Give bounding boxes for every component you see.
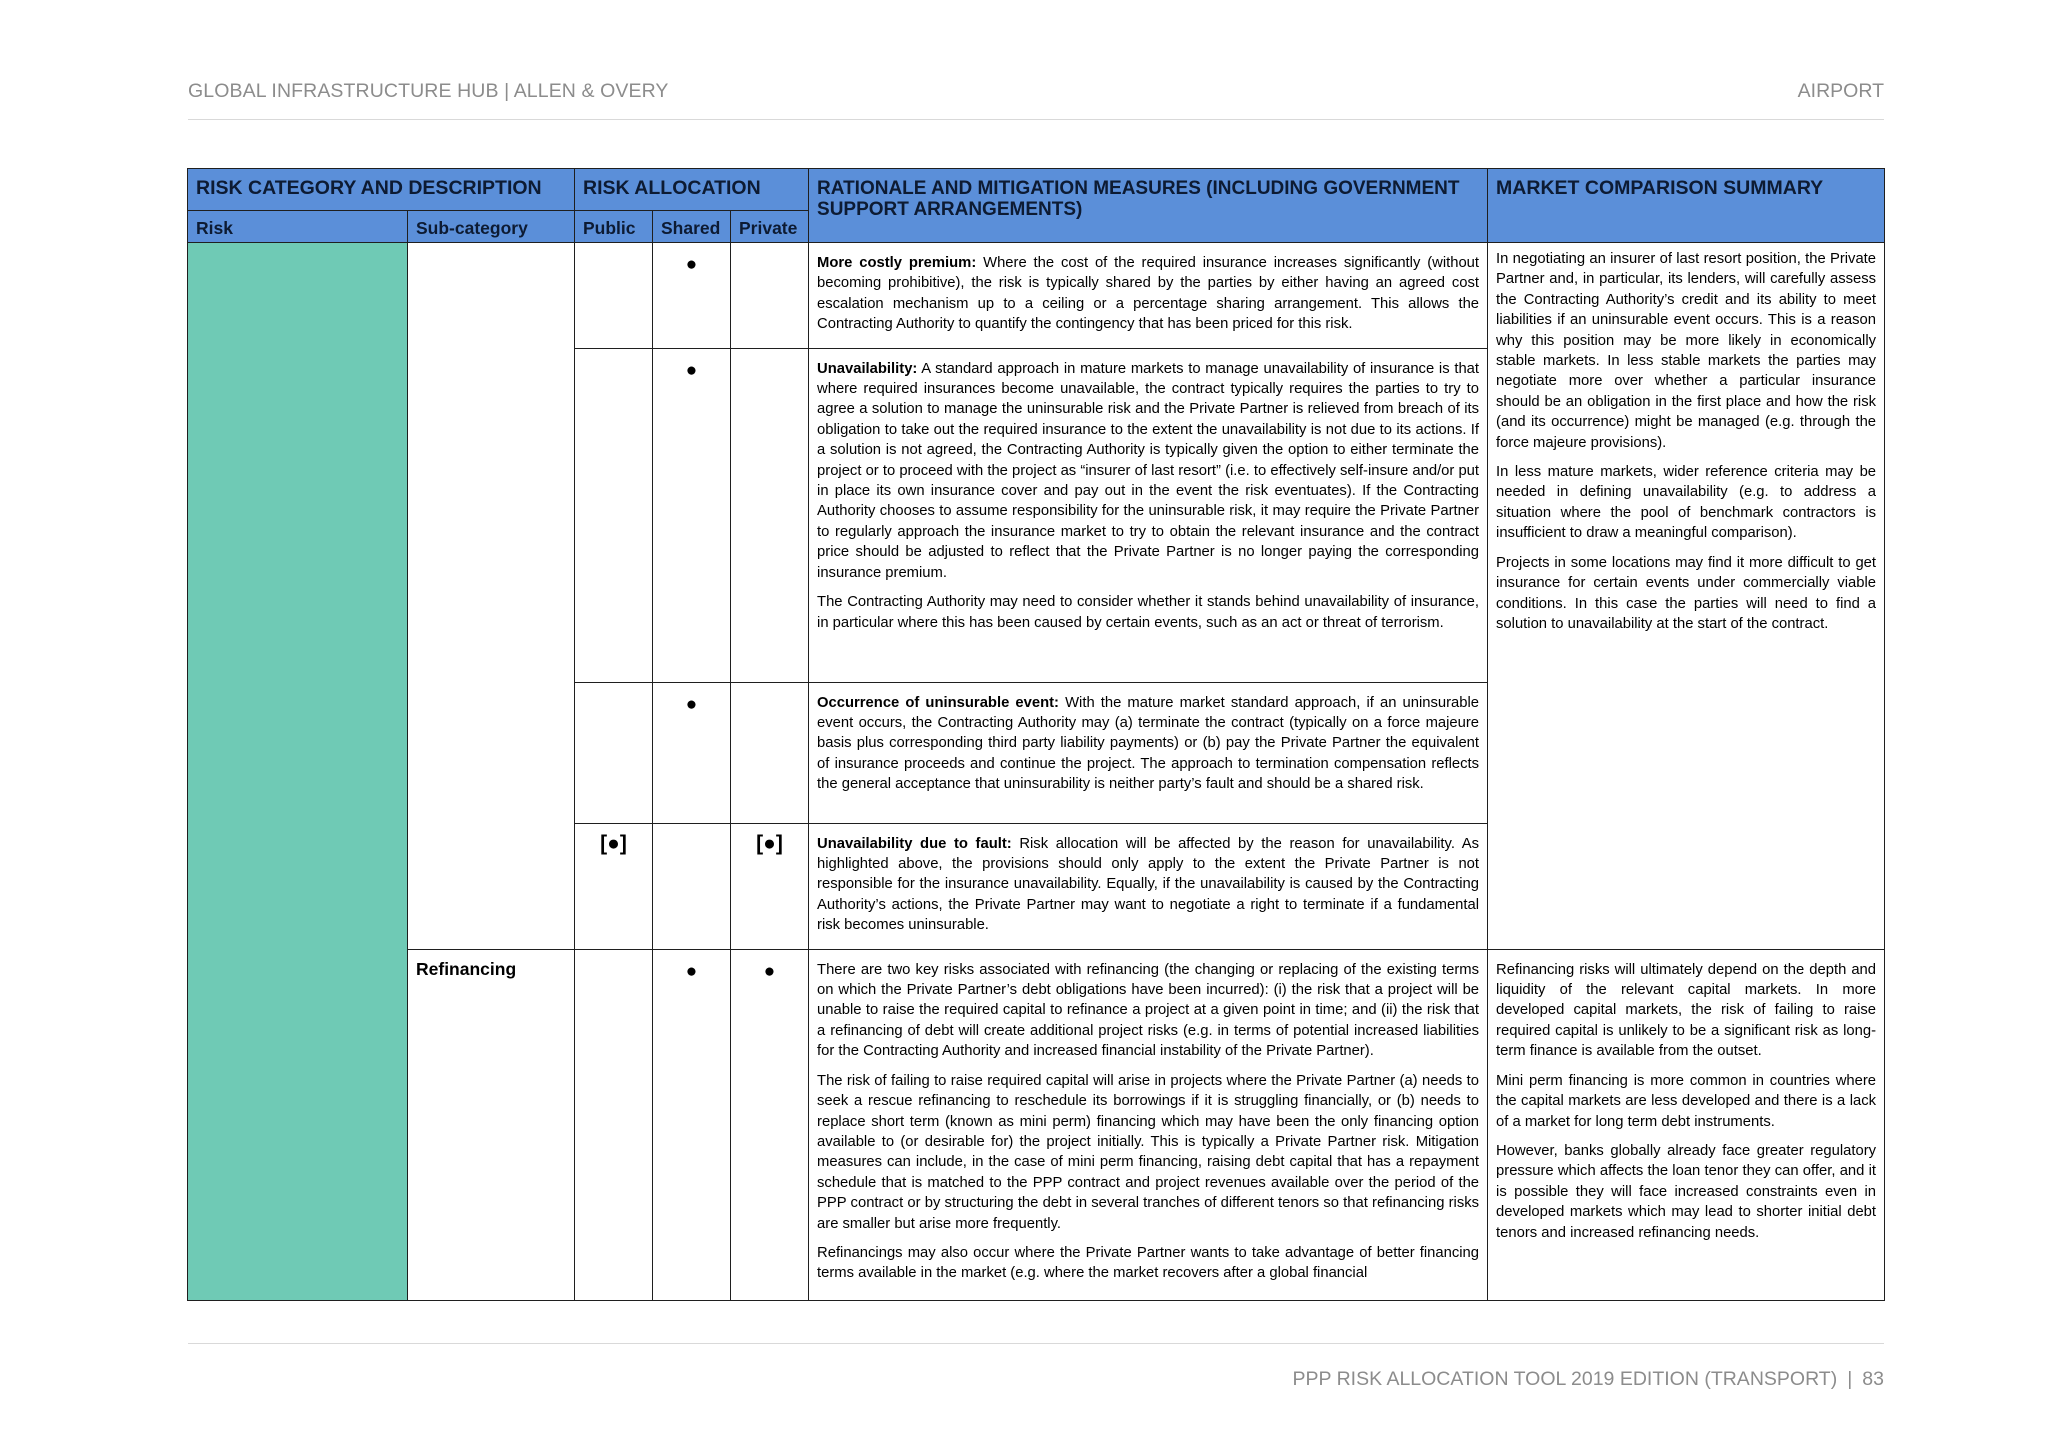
shared-mark: ● [653, 348, 731, 682]
rationale-title: Occurrence of uninsurable event: [817, 694, 1059, 711]
rationale-text: Risk allocation will be affected by the reason for unavailability. As highlighted above, the provisions should only apply to the extent the Private Partner is not responsible for the insurance unavailability. Equally, if the unavailability is caused by the Contracting Authority’s actions, the Private Partner may want to negotiate a right to terminate if a fundamental risk becomes uninsurable. [817, 835, 1480, 934]
subcategory-refinancing: Refinancing [408, 949, 575, 1300]
page-footer [188, 1343, 1884, 1393]
subcategory-cell [408, 243, 575, 950]
public-cell [575, 949, 653, 1300]
public-cell [575, 348, 653, 682]
header-public: Public [575, 211, 653, 243]
private-mark: ● [731, 949, 809, 1300]
footer-separator: | [1847, 1368, 1853, 1390]
market-paragraph: Refinancing risks will ultimately depend on the depth and liquidity of the relevant capital markets. In more developed capital markets, the risk of failing to raise required capital is unlikely to be a significant risk as long-term finance is available from the outset. [1496, 961, 1877, 1060]
rationale-cell [809, 348, 1488, 682]
public-mark: [●] [575, 823, 653, 949]
private-cell [731, 243, 809, 349]
rationale-title: Unavailability: [817, 360, 918, 377]
rationale-text: There are two key risks associated with refinancing (the changing or replacing of the existing terms on which the Private Partner’s debt obligations have been incurred): (i) the risk that a project will be unable to raise the required capital to refinance a project at a given point in time; and (ii) the risk that a refinancing of debt will create additional project risks (e.g. in terms of potential increased liabilities for the Contracting Authority and increased financial instability of the Private Partner). [817, 961, 1480, 1060]
page-header [188, 78, 1884, 120]
table-row [188, 949, 1885, 1300]
market-comparison-cell [1488, 243, 1885, 950]
market-paragraph: In negotiating an insurer of last resort position, the Private Partner and, in particular, its lenders, will carefully assess the Contracting Authority’s credit and its ability to meet liabilities if an uninsurable event occurs. This is a reason why this position may be more likely in economically stable markets. In less stable markets the parties may negotiate more over whether a particular insurance should be an obligation in the first place and how the risk (and its occurrence) might be managed (e.g. through the force majeure provisions). [1496, 251, 1877, 451]
rationale-cell [809, 949, 1488, 1300]
shared-mark: ● [653, 682, 731, 823]
rationale-title: More costly premium: [817, 255, 977, 271]
market-paragraph: However, banks globally already face greater regulatory pressure which affects the loan tenor they can offer, and it is possible they will face increased constraints even in developed markets which may lead to shorter initial debt tenors and increased refinancing needs. [1496, 1142, 1877, 1241]
market-comparison-cell [1488, 949, 1885, 1300]
private-cell [731, 682, 809, 823]
rationale-title: Unavailability due to fault: [817, 835, 1012, 852]
page-number: 83 [1862, 1368, 1884, 1390]
header-market-comparison: MARKET COMPARISON SUMMARY [1488, 169, 1885, 243]
header-private: Private [731, 211, 809, 243]
market-paragraph: In less mature markets, wider reference criteria may be needed in defining unavailability (e.g. to address a situation where the pool of benchmark contractors is insufficient to draw a meaningful comparison). [1496, 464, 1877, 542]
shared-mark: ● [653, 243, 731, 349]
header-subcategory: Sub-category [408, 211, 575, 243]
risk-allocation-table [187, 168, 1885, 1301]
shared-mark: ● [653, 949, 731, 1300]
market-paragraph: Projects in some locations may find it more difficult to get insurance for certain events under commercially viable conditions. In this case the parties will need to find a solution to unavailability at the start of the contract. [1496, 554, 1877, 632]
private-cell [731, 348, 809, 682]
market-paragraph: Mini perm financing is more common in countries where the capital markets are less developed and there is a lack of a market for long term debt instruments. [1496, 1072, 1877, 1130]
footer-title: PPP RISK ALLOCATION TOOL 2019 EDITION (TRANSPORT) [1292, 1368, 1838, 1390]
risk-cell [188, 243, 408, 1301]
rationale-cell [809, 682, 1488, 823]
private-mark: [●] [731, 823, 809, 949]
header-rationale: RATIONALE AND MITIGATION MEASURES (INCLUDING GOVERNMENT SUPPORT ARRANGEMENTS) [809, 169, 1488, 243]
header-risk-allocation: RISK ALLOCATION [575, 169, 809, 211]
rationale-text: Where the cost of the required insurance increases significantly (without becoming prohibitive), the risk is typically shared by the parties by either having an agreed cost escalation mechanism up to a ceiling or a percentage sharing arrangement. This allows the Contracting Authority to quantify the contingency that has been priced for this risk. [817, 255, 1480, 333]
rationale-text: Refinancings may also occur where the Private Partner wants to take advantage of better financing terms available in the market (e.g. where the market recovers after a global financial [817, 1244, 1480, 1282]
shared-cell [653, 823, 731, 949]
public-cell [575, 682, 653, 823]
header-shared: Shared [653, 211, 731, 243]
rationale-text: A standard approach in mature markets to manage unavailability of insurance is that where required insurances become unavailable, the contract typically requires the parties to try to agree a solution to manage the uninsurable risk and the Private Partner is relieved from breach of its obligation to take out the required insurance to the extent the unavailability is not due to its actions. If a solution is not agreed, the Contracting Authority is typically given the option to either terminate the project or to proceed with the project as “insurer of last resort” (i.e. to effectively self-insure and/or put in place its own insurance cover and pay out in the event the risk eventuates). If the Contracting Authority chooses to assume responsibility for the uninsurable risk, it may require the Private Partner to regularly approach the insurance market to try to obtain the relevant insurance and the contract price should be adjusted to reflect that the Private Partner is no longer paying the corresponding insurance premium. [817, 360, 1480, 581]
header-publisher: GLOBAL INFRASTRUCTURE HUB | ALLEN & OVERY [188, 80, 669, 102]
header-section: AIRPORT [1797, 80, 1884, 102]
table-row [188, 243, 1885, 349]
rationale-text: With the mature market standard approach, if an uninsurable event occurs, the Contracting Authority may (a) terminate the contract (typically on a force majeure basis plus corresponding third party liability payments) or (b) pay the Private Partner the equivalent of insurance proceeds and continue the project. The approach to termination compensation reflects the general acceptance that uninsurability is neither party’s fault and should be a shared risk. [817, 694, 1480, 793]
header-risk-category: RISK CATEGORY AND DESCRIPTION [188, 169, 575, 211]
public-cell [575, 243, 653, 349]
rationale-cell [809, 823, 1488, 949]
rationale-text: The risk of failing to raise required capital will arise in projects where the Private Partner (a) needs to seek a rescue refinancing to reschedule its borrowings if it is struggling financially, or (b) needs to replace short term (known as mini perm) financing which may have been the only financing option available to (or desirable for) the project initially. This is typically a Private Partner risk. Mitigation measures can include, in the case of mini perm financing, raising debt capital that has a repayment schedule that is matched to the PPP contract and project revenues available over the period of the PPP contract or by structuring the debt in several tranches of different tenors so that refinancing risks are smaller but arise more frequently. [817, 1072, 1480, 1232]
rationale-text: The Contracting Authority may need to consider whether it stands behind unavailability of insurance, in particular where this has been caused by certain events, such as an act or threat of terrorism. [817, 594, 1480, 631]
header-risk: Risk [188, 211, 408, 243]
rationale-cell [809, 243, 1488, 349]
